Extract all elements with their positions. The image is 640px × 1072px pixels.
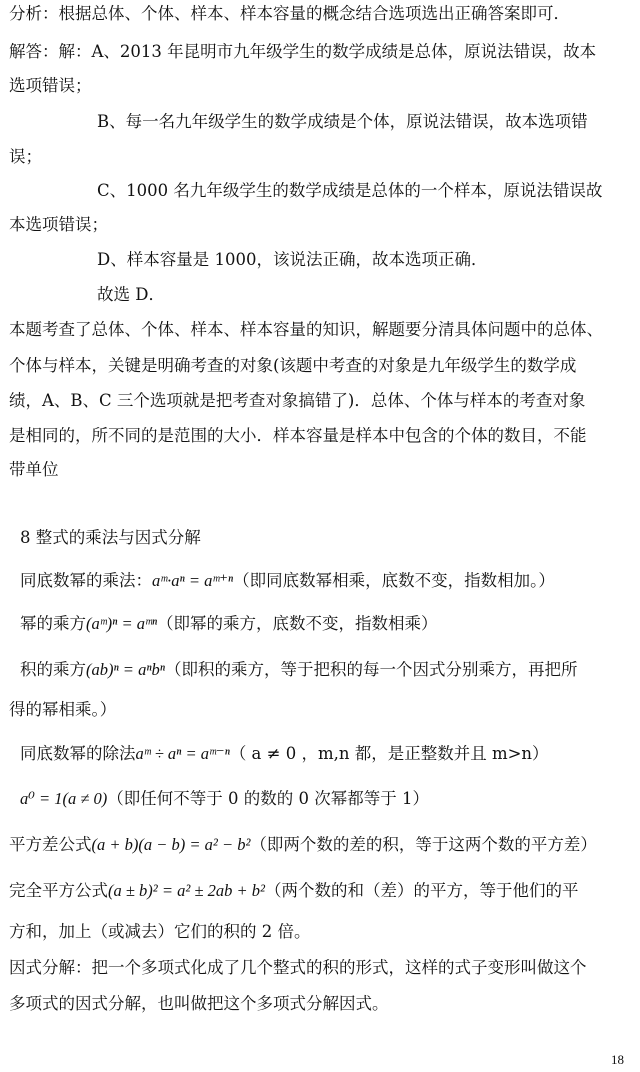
- formula-expression: (a + b)(a − b) = a² − b²: [91, 835, 251, 854]
- formula-expression: (ab)ⁿ = aⁿbⁿ: [86, 660, 165, 679]
- answer-line-1: 解答：解：A、2013 年昆明市九年级学生的数学成绩是总体，原说法错误，故本: [9, 42, 597, 61]
- option-b-line-1: B、每一名九年级学生的数学成绩是个体，原说法错误，故本选项错: [97, 112, 588, 131]
- formula-label: 同底数幂的除法: [20, 744, 136, 763]
- option-d-line: D、样本容量是 1000，该说法正确，故本选项正确．: [97, 250, 488, 269]
- formula-expression: (aᵐ)ⁿ = aᵐⁿ: [86, 614, 158, 633]
- formula-row-7: [9, 881, 630, 901]
- option-c-line-1: C、1000 名九年级学生的数学成绩是总体的一个样本，原说法错误故: [97, 181, 603, 200]
- formula-note: （即两个数的差的积，等于这两个数的平方差）: [250, 835, 597, 854]
- formula-note: （即积的乘方，等于把积的每一个因式分别乘方，再把所: [164, 660, 578, 679]
- formula-row-6: [9, 835, 630, 855]
- formula-row-4: [20, 744, 630, 764]
- formula-row-5: [20, 789, 630, 809]
- formula-label: 同底数幂的乘法：: [20, 571, 152, 590]
- formula-label: 平方差公式: [9, 835, 92, 854]
- formula-note: （即任何不等于 0 的数的 0 次幂都等于 1）: [107, 789, 430, 808]
- factorization-line-1: 因式分解：把一个多项式化成了几个整式的积的形式，这样的式子变形叫做这个: [9, 958, 587, 977]
- formula-note: （ a ≠ 0 ，m,n 都，是正整数并且 m>n）: [229, 744, 549, 763]
- option-b-line-2: 误；: [9, 147, 42, 166]
- formula-row-7-continued: 方和，加上（或减去）它们的积的 2 倍。: [9, 922, 311, 941]
- comment-line-4: 是相同的，所不同的是范围的大小．样本容量是样本中包含的个体的数目，不能: [9, 426, 587, 445]
- formula-expression: aᵐ ÷ aⁿ = aᵐ⁻ⁿ: [135, 744, 230, 763]
- formula-expression: aᵐ·aⁿ = aᵐ⁺ⁿ: [152, 571, 234, 590]
- comment-line-1: 本题考查了总体、个体、样本、样本容量的知识，解题要分清具体问题中的总体、: [9, 320, 603, 339]
- answer-line-2: 选项错误；: [9, 76, 92, 95]
- formula-label: 积的乘方: [20, 660, 86, 679]
- formula-note: （两个数的和（差）的平方，等于他们的平: [264, 881, 579, 900]
- factorization-line-2: 多项式的因式分解，也叫做把这个多项式分解因式。: [9, 994, 389, 1013]
- comment-line-2: 个体与样本，关键是明确考查的对象(该题中考查的对象是九年级学生的数学成: [9, 356, 577, 375]
- option-c-line-2: 本选项错误；: [9, 215, 108, 234]
- formula-row-1: [20, 571, 630, 591]
- choose-line: 故选 D．: [97, 285, 165, 304]
- formula-row-2: [20, 614, 630, 634]
- formula-label: 幂的乘方: [20, 614, 86, 633]
- formula-note: （即幂的乘方，底数不变，指数相乘）: [157, 614, 438, 633]
- formula-note: （即同底数幂相乘，底数不变，指数相加。）: [233, 571, 555, 590]
- comment-line-5: 带单位: [9, 460, 59, 479]
- formula-label: 完全平方公式: [9, 881, 108, 900]
- page-number: 18: [611, 1052, 624, 1067]
- comment-line-3: 绩，A、B、C 三个选项就是把考查对象搞错了)．总体、个体与样本的考查对象: [9, 391, 586, 410]
- formula-row-3: [20, 660, 630, 680]
- formula-expression: a⁰ = 1(a ≠ 0): [20, 789, 108, 808]
- analysis-line: 分析：根据总体、个体、样本、样本容量的概念结合选项选出正确答案即可．: [9, 4, 570, 23]
- formula-row-3-continued: 得的幂相乘。）: [9, 700, 117, 719]
- formula-expression: (a ± b)² = a² ± 2ab + b²: [108, 881, 265, 900]
- section-title: 8 整式的乘法与因式分解: [20, 528, 201, 547]
